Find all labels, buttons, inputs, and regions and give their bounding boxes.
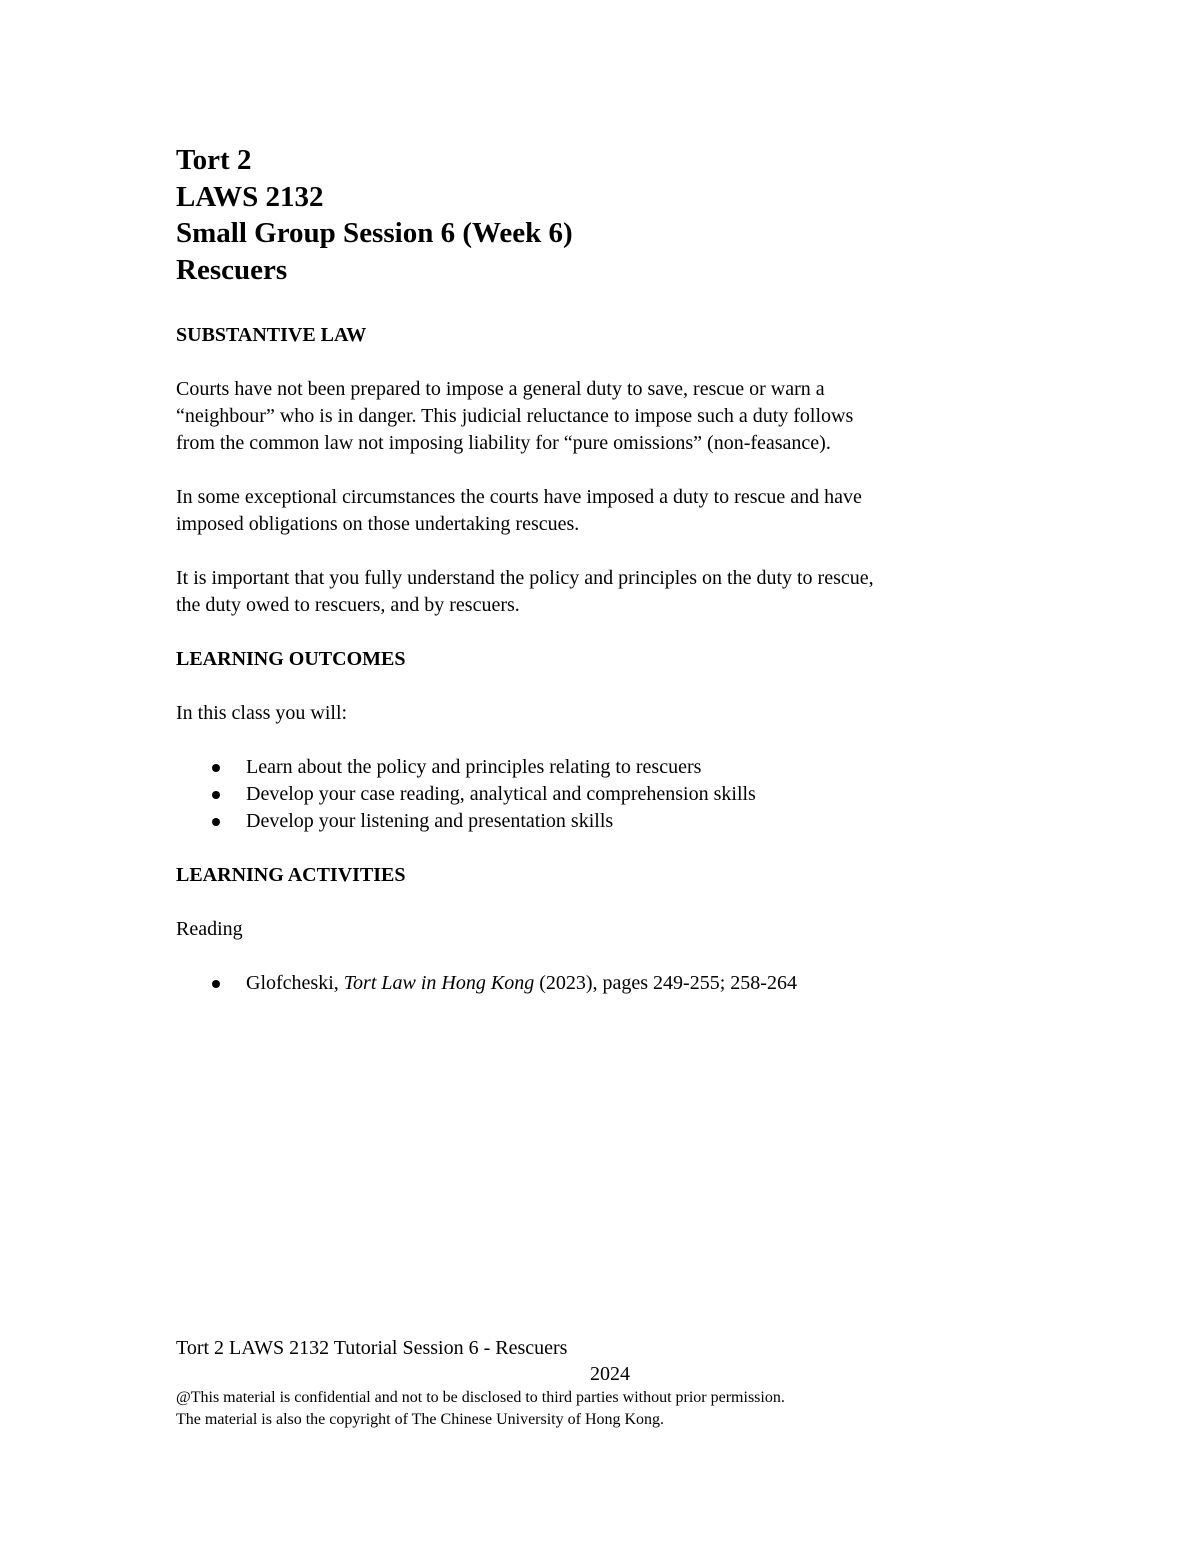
paragraph-line: In some exceptional circumstances the courts have imposed a duty to rescue and have [176, 486, 862, 508]
bullet-icon [212, 764, 220, 772]
paragraph-line: imposed obligations on those undertaking rescues. [176, 513, 580, 535]
document-body [176, 322, 1026, 997]
reading-list [176, 970, 1026, 997]
paragraph-line: “neighbour” who is in danger. This judicial reluctance to impose such a duty follows [176, 405, 854, 427]
session-title: Small Group Session 6 (Week 6) [176, 217, 573, 249]
copyright-notice: The material is also the copyright of The Chinese University of Hong Kong. [176, 1411, 665, 1428]
learning-activities-heading: LEARNING ACTIVITIES [176, 864, 406, 886]
confidentiality-notice: @This material is confidential and not to be disclosed to third parties without prior permission. [176, 1389, 785, 1406]
footer-year: 2024 [590, 1363, 630, 1385]
reading-title: Tort Law in Hong Kong [343, 972, 535, 994]
bullet-icon [212, 980, 220, 988]
paragraph-line: the duty owed to rescuers, and by rescuers. [176, 594, 520, 616]
learning-outcomes-intro: In this class you will: [176, 702, 348, 724]
list-item [176, 970, 1026, 997]
paragraph-line: It is important that you fully understand the policy and principles on the duty to rescue, [176, 567, 874, 589]
paragraph-duty-to-rescue [176, 376, 1026, 457]
learning-outcomes-list [176, 754, 1026, 835]
paragraph-importance [176, 565, 1026, 619]
bullet-icon [212, 818, 220, 826]
substantive-law-heading: SUBSTANTIVE LAW [176, 324, 367, 346]
reading-details: (2023), pages 249-255; 258-264 [534, 972, 797, 994]
topic-title: Rescuers [176, 253, 288, 286]
learning-outcomes-heading: LEARNING OUTCOMES [176, 648, 406, 670]
paragraph-line: from the common law not imposing liability for “pure omissions” (non-feasance). [176, 432, 831, 454]
title-block [176, 142, 573, 288]
list-item: Develop your case reading, analytical and comprehension skills [176, 781, 1026, 808]
paragraph-line: Courts have not been prepared to impose a general duty to save, rescue or warn a [176, 378, 825, 400]
list-item: Learn about the policy and principles relating to rescuers [176, 754, 1026, 781]
paragraph-exceptional-circumstances [176, 484, 1026, 538]
bullet-icon [212, 791, 220, 799]
footer-title: Tort 2 LAWS 2132 Tutorial Session 6 - Rescuers [176, 1337, 568, 1359]
course-title: Tort 2 [176, 144, 252, 176]
course-code: LAWS 2132 [176, 180, 324, 213]
reading-author: Glofcheski, [246, 972, 344, 994]
reading-subheading: Reading [176, 918, 243, 940]
list-item: Develop your listening and presentation skills [176, 808, 1026, 835]
page-footer [176, 1335, 1026, 1431]
